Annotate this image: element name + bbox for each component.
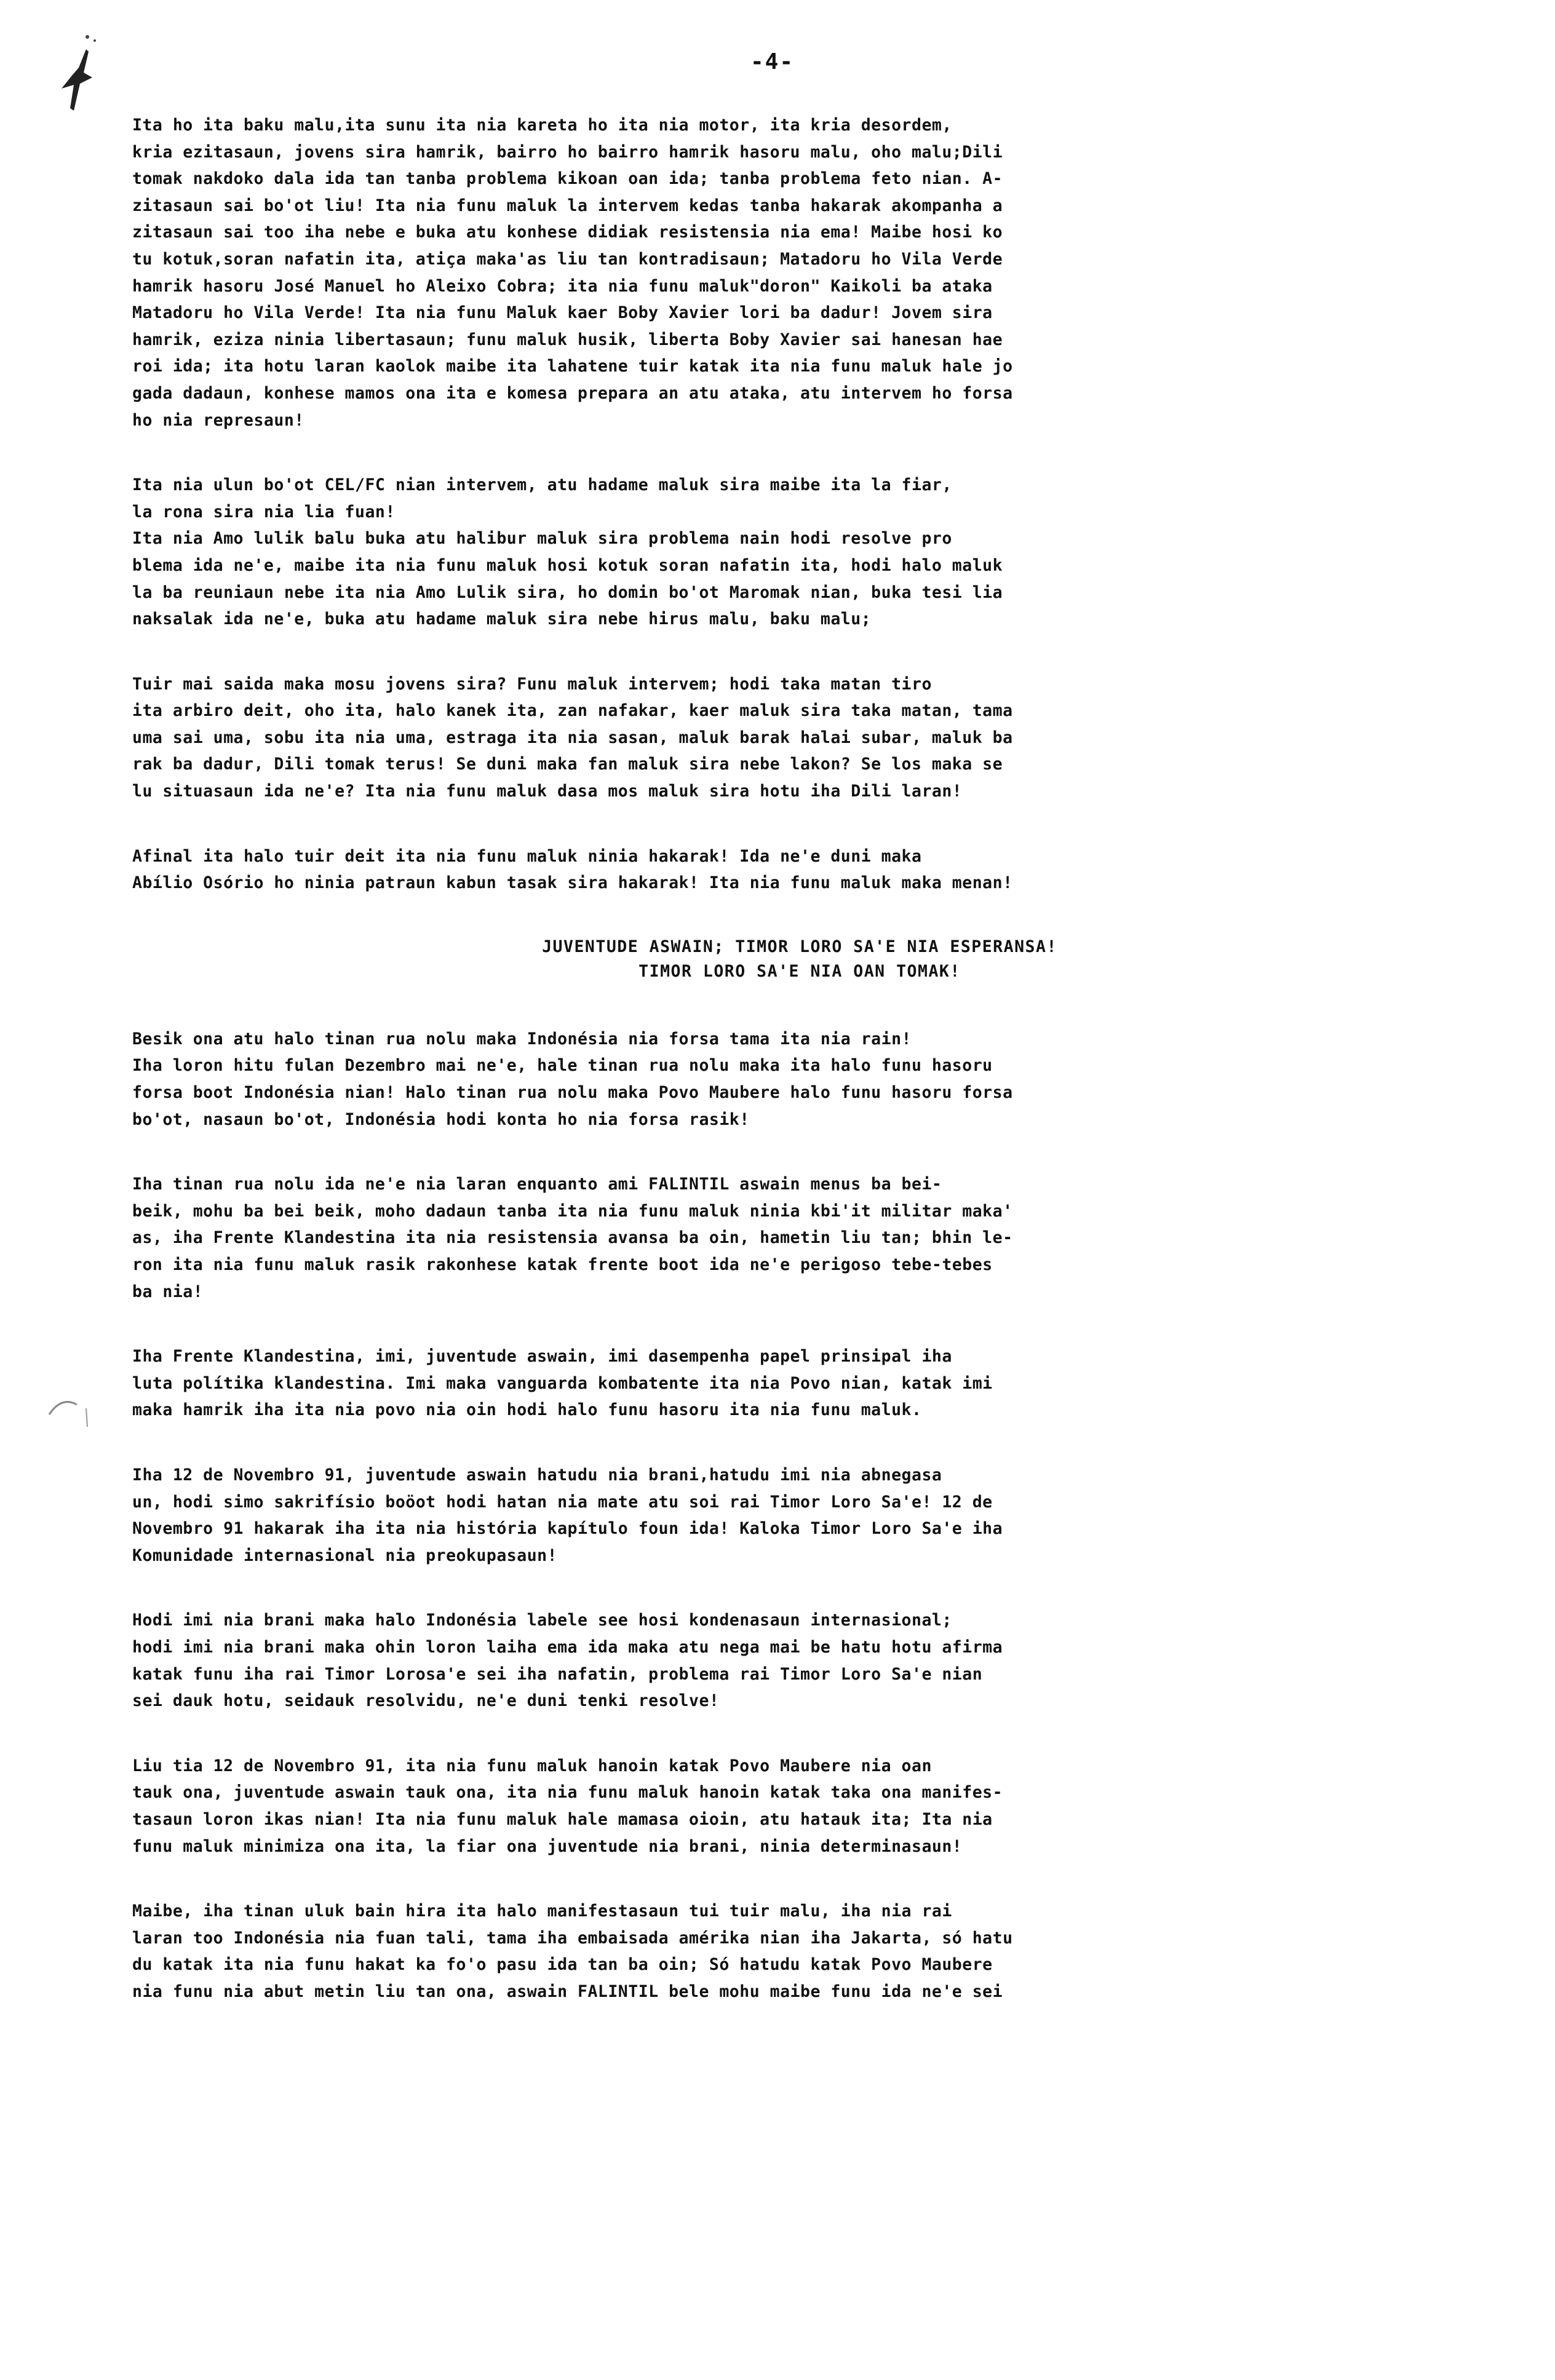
scan-smudge-mark <box>43 1390 98 1433</box>
paragraph <box>132 472 1467 633</box>
text-line: Tuir mai saida maka mosu jovens sira? Funu maluk intervem; hodi taka matan tiro <box>132 674 932 694</box>
text-line: uma sai uma, sobu ita nia uma, estraga ita nia sasan, maluk barak halai subar, maluk ba <box>132 728 1013 747</box>
section-heading <box>132 935 1467 984</box>
text-line: Iha tinan rua nolu ida ne'e nia laran enquanto ami FALINTIL aswain menus ba bei- <box>132 1175 942 1194</box>
text-line: hamrik hasoru José Manuel ho Aleixo Cobra; ita nia funu maluk"doron" Kaikoli ba ataka <box>132 276 993 296</box>
text-line: Ita nia Amo lulik balu buka atu halibur maluk sira problema nain hodi resolve pro <box>132 529 952 549</box>
text-line: laran too Indonésia nia fuan tali, tama iha embaisada amérika nian iha Jakarta, só hatu <box>132 1928 1013 1948</box>
text-line: la ba reuniaun nebe ita nia Amo Lulik sira, ho domin bo'ot Maromak nian, buka tesi lia <box>132 582 1003 602</box>
paragraph <box>132 843 1467 897</box>
text-line: nia funu nia abut metin liu tan ona, aswain FALINTIL bele mohu maibe funu ida ne'e sei <box>132 1981 1003 2001</box>
text-line: tomak nakdoko dala ida tan tanba problema kikoan oan ida; tanba problema feto nian. A- <box>132 169 1003 189</box>
text-line: tasaun loron ikas nian! Ita nia funu maluk hale mamasa oioin, atu hatauk ita; Ita nia <box>132 1809 993 1829</box>
text-line: Ita nia ulun bo'ot CEL/FC nian intervem, atu hadame maluk sira maibe ita la fiar, <box>132 475 952 495</box>
paragraph <box>132 1753 1467 1860</box>
text-line: beik, mohu ba bei beik, moho dadaun tanba ita nia funu maluk ninia kbi'it militar maka' <box>132 1201 1013 1221</box>
text-line: Hodi imi nia brani maka halo Indonésia labele see hosi kondenasaun internasional; <box>132 1611 952 1630</box>
text-line: tauk ona, juventude aswain tauk ona, ita nia funu maluk hanoin katak taka ona manifes- <box>132 1783 1003 1803</box>
text-line: ho nia represaun! <box>132 410 304 430</box>
paragraph <box>132 1343 1467 1424</box>
paragraph <box>132 671 1467 805</box>
paragraph <box>132 1171 1467 1305</box>
text-line: Komunidade internasional nia preokupasaun! <box>132 1545 558 1565</box>
text-line: Besik ona atu halo tinan rua nolu maka Indonésia nia forsa tama ita nia rain! <box>132 1029 912 1049</box>
text-line: gada dadaun, konhese mamos ona ita e komesa prepara an atu ataka, atu intervem ho forsa <box>132 383 1013 403</box>
text-line: roi ida; ita hotu laran kaolok maibe ita lahatene tuir katak ita nia funu maluk hale jo <box>132 357 1013 376</box>
document-body <box>132 112 1467 2043</box>
text-line: bo'ot, nasaun bo'ot, Indonésia hodi konta ho nia forsa rasik! <box>132 1109 750 1129</box>
heading-line: JUVENTUDE ASWAIN; TIMOR LORO SA'E NIA ESPERANSA! <box>542 937 1057 956</box>
text-line: naksalak ida ne'e, buka atu hadame maluk sira nebe hirus malu, baku malu; <box>132 609 872 629</box>
text-line: Ita ho ita baku malu,ita sunu ita nia kareta ho ita nia motor, ita kria desordem, <box>132 116 952 135</box>
text-line: ron ita nia funu maluk rasik rakonhese katak frente boot ida ne'e perigoso tebe-tebes <box>132 1255 993 1274</box>
text-line: Afinal ita halo tuir deit ita nia funu maluk ninia hakarak! Ida ne'e duni maka <box>132 846 922 866</box>
paragraph <box>132 1607 1467 1714</box>
text-line: Maibe, iha tinan uluk bain hira ita halo manifestasaun tui tuir malu, iha nia rai <box>132 1902 952 1921</box>
page-number: -4- <box>750 49 795 74</box>
text-line: funu maluk minimiza ona ita, la fiar ona juventude nia brani, ninia determinasaun! <box>132 1836 963 1856</box>
paragraph <box>132 1898 1467 2005</box>
text-line: katak funu iha rai Timor Lorosa'e sei iha nafatin, problema rai Timor Loro Sa'e nian <box>132 1664 983 1684</box>
text-line: du katak ita nia funu hakat ka fo'o pasu ida tan ba oin; Só hatudu katak Povo Maubere <box>132 1955 993 1975</box>
text-line: ita arbiro deit, oho ita, halo kanek ita, zan nafakar, kaer maluk sira taka matan, tama <box>132 701 1013 721</box>
text-line: Abílio Osório ho ninia patraun kabun tasak sira hakarak! Ita nia funu maluk maka menan! <box>132 873 1013 893</box>
text-line: zitasaun sai bo'ot liu! Ita nia funu maluk la intervem kedas tanba hakarak akompanha a <box>132 196 1003 215</box>
paragraph <box>132 1462 1467 1569</box>
text-line: tu kotuk,soran nafatin ita, atiça maka'as liu tan kontradisaun; Matadoru ho Vila Verde <box>132 249 1003 269</box>
ink-blot-mark <box>43 25 105 117</box>
text-line: un, hodi simo sakrifísio boöot hodi hatan nia mate atu soi rai Timor Loro Sa'e! 12 de <box>132 1492 993 1512</box>
text-line: Iha 12 de Novembro 91, juventude aswain hatudu nia brani,hatudu imi nia abnegasa <box>132 1465 942 1485</box>
text-line: as, iha Frente Klandestina ita nia resistensia avansa ba oin, hametin liu tan; bhin le- <box>132 1228 1013 1248</box>
text-line: blema ida ne'e, maibe ita nia funu maluk hosi kotuk soran nafatin ita, hodi halo maluk <box>132 555 1003 575</box>
text-line: sei dauk hotu, seidauk resolvidu, ne'e duni tenki resolve! <box>132 1691 720 1711</box>
text-line: Iha loron hitu fulan Dezembro mai ne'e, hale tinan rua nolu maka ita halo funu hasoru <box>132 1056 993 1076</box>
text-line: rak ba dadur, Dili tomak terus! Se duni maka fan maluk sira nebe lakon? Se los maka se <box>132 755 1003 774</box>
text-line: luta polítika klandestina. Imi maka vanguarda kombatente ita nia Povo nian, katak imi <box>132 1373 993 1393</box>
text-line: Matadoru ho Vila Verde! Ita nia funu Maluk kaer Boby Xavier lori ba dadur! Jovem sira <box>132 303 993 323</box>
text-line: Iha Frente Klandestina, imi, juventude aswain, imi dasempenha papel prinsipal iha <box>132 1347 952 1367</box>
text-line: hamrik, eziza ninia libertasaun; funu maluk husik, liberta Boby Xavier sai hanesan hae <box>132 330 1003 349</box>
text-line: lu situasaun ida ne'e? Ita nia funu maluk dasa mos maluk sira hotu iha Dili laran! <box>132 782 963 801</box>
text-line: la rona sira nia lia fuan! <box>132 502 396 522</box>
text-line: zitasaun sai too iha nebe e buka atu konhese didiak resistensia nia ema! Maibe hosi ko <box>132 223 1003 242</box>
text-line: kria ezitasaun, jovens sira hamrik, bairro ho bairro hamrik hasoru malu, oho malu;Dili <box>132 142 1003 162</box>
text-line: hodi imi nia brani maka ohin loron laiha ema ida maka atu nega mai be hatu hotu afirma <box>132 1637 1003 1657</box>
text-line: maka hamrik iha ita nia povo nia oin hodi halo funu hasoru ita nia funu maluk. <box>132 1400 922 1420</box>
text-line: ba nia! <box>132 1282 204 1301</box>
text-line: forsa boot Indonésia nian! Halo tinan rua nolu maka Povo Maubere halo funu hasoru forsa <box>132 1083 1013 1103</box>
paragraph <box>132 112 1467 434</box>
text-line: Liu tia 12 de Novembro 91, ita nia funu maluk hanoin katak Povo Maubere nia oan <box>132 1756 932 1775</box>
paragraph <box>132 1026 1467 1133</box>
heading-line: TIMOR LORO SA'E NIA OAN TOMAK! <box>638 961 961 981</box>
text-line: Novembro 91 hakarak iha ita nia história kapítulo foun ida! Kaloka Timor Loro Sa'e iha <box>132 1519 1003 1539</box>
